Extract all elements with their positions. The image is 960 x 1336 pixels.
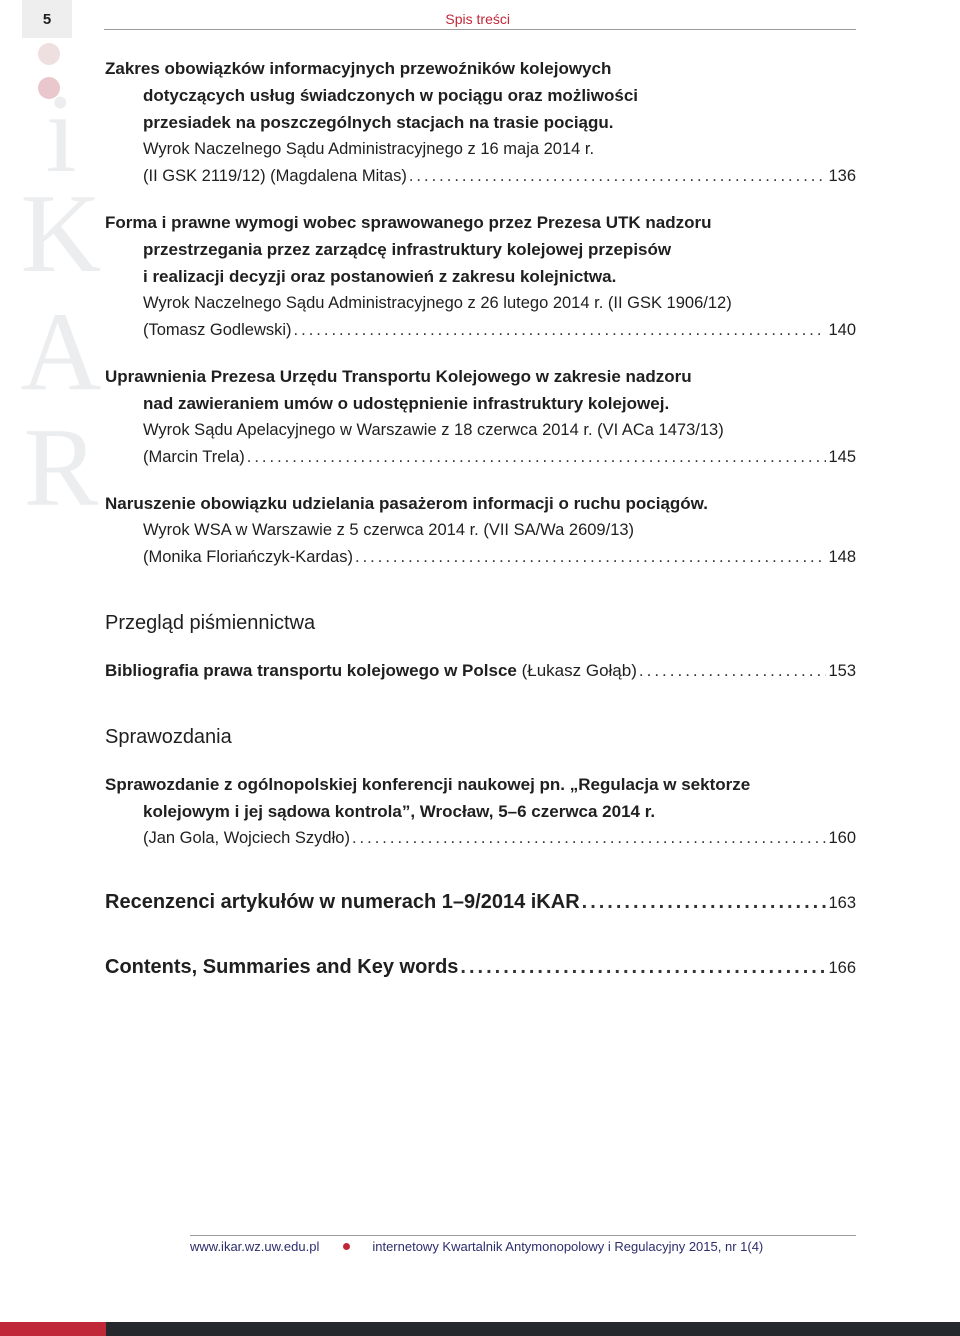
entry-title-line: nad zawieraniem umów o udostępnienie infrastruktury kolejowej. — [143, 394, 670, 413]
entry-page-number[interactable]: 160 — [828, 829, 856, 847]
section-heading-reports: Sprawozdania — [105, 726, 232, 748]
entry-ruling: Wyrok WSA w Warszawie z 5 czerwca 2014 r. (VII SA/Wa 2609/13) — [143, 521, 635, 539]
entry-author-line — [105, 825, 856, 852]
table-of-contents — [105, 55, 856, 982]
toc-entry-bibliography[interactable] — [105, 657, 856, 685]
dot-leader — [352, 825, 827, 852]
entry-title-line: przestrzegania przez zarządcę infrastruktury kolejowej przepisów — [143, 240, 672, 259]
entry-ruling: Wyrok Naczelnego Sądu Administracyjnego z 16 maja 2014 r. — [143, 140, 595, 158]
entry-page-number[interactable]: 166 — [828, 959, 856, 977]
entry-author: (Marcin Trela) — [143, 448, 245, 466]
entry-title-line: przesiadek na poszczególnych stacjach na trasie pociągu. — [143, 113, 614, 132]
entry-page-number[interactable]: 136 — [828, 167, 856, 185]
entry-author: (II GSK 2119/12) (Magdalena Mitas) — [143, 167, 407, 185]
bibliography-title-wrap — [105, 657, 637, 684]
logo-letter-k: K — [20, 172, 102, 296]
entry-author-line — [105, 444, 856, 471]
entry-title-line: Uprawnienia Prezesa Urzędu Transportu Kolejowego w zakresie nadzoru — [105, 367, 692, 386]
entry-author: (Tomasz Godlewski) — [143, 321, 292, 339]
entry-author-line — [105, 544, 856, 571]
entry-title-line: Forma i prawne wymogi wobec sprawowanego przez Prezesa UTK nadzoru — [105, 213, 712, 232]
page-number: 5 — [22, 0, 72, 38]
entry-author-line — [105, 317, 856, 344]
entry-title-line: Naruszenie obowiązku udzielania pasażerom informacji o ruchu pociągów. — [105, 494, 708, 513]
footer-rule — [190, 1235, 856, 1236]
bibliography-title: Bibliografia prawa transportu kolejowego w Polsce — [105, 661, 517, 680]
dot-leader — [639, 657, 827, 684]
dot-leader — [294, 317, 827, 344]
entry-ruling: Wyrok Sądu Apelacyjnego w Warszawie z 18 czerwca 2014 r. (VI ACa 1473/13) — [143, 421, 724, 439]
dot-leader — [409, 163, 827, 190]
footer-separator-dot — [343, 1243, 350, 1250]
toc-entry-report[interactable] — [105, 771, 856, 852]
toc-entry[interactable] — [105, 209, 856, 344]
header-rule — [104, 29, 856, 30]
footer — [190, 1239, 763, 1254]
entry-author: (Jan Gola, Wojciech Szydło) — [143, 829, 350, 847]
entry-title-line: Zakres obowiązków informacyjnych przewoźników kolejowych — [105, 59, 612, 78]
bibliography-author: (Łukasz Gołąb) — [516, 661, 637, 680]
entry-title-line: Sprawozdanie z ogólnopolskiej konferencji naukowej pn. „Regulacja w sektorze — [105, 775, 751, 794]
toc-entry-contents[interactable] — [105, 953, 856, 982]
entry-author: (Monika Floriańczyk-Kardas) — [143, 548, 353, 566]
toc-entry-reviewers[interactable] — [105, 888, 856, 917]
toc-entry[interactable] — [105, 490, 856, 571]
bottom-bar-dark — [106, 1322, 960, 1336]
section-heading-literature: Przegląd piśmiennictwa — [105, 612, 316, 634]
toc-entry[interactable] — [105, 363, 856, 471]
footer-journal: internetowy Kwartalnik Antymonopolowy i Regulacyjny 2015, nr 1(4) — [372, 1239, 764, 1254]
bottom-bar-accent — [0, 1322, 106, 1336]
logo-dot-light — [38, 43, 60, 65]
header-section-title: Spis treści — [445, 11, 510, 27]
entry-title-line: i realizacji decyzji oraz postanowień z zakresu kolejnictwa. — [143, 267, 617, 286]
toc-entry[interactable] — [105, 55, 856, 190]
entry-ruling: Wyrok Naczelnego Sądu Administracyjnego z 26 lutego 2014 r. (II GSK 1906/12) — [143, 294, 732, 312]
entry-title-line: kolejowym i jej sądowa kontrola”, Wrocław, 5–6 czerwca 2014 r. — [143, 802, 656, 821]
logo-letter-i: i — [45, 72, 77, 196]
contents-title: Contents, Summaries and Key words — [105, 956, 459, 978]
entry-page-number[interactable]: 140 — [828, 321, 856, 339]
entry-title-line: dotyczących usług świadczonych w pociągu oraz możliwości — [143, 86, 639, 105]
footer-url[interactable]: www.ikar.wz.uw.edu.pl — [190, 1239, 320, 1254]
dot-leader — [247, 444, 827, 471]
logo-letter-r: R — [23, 406, 99, 530]
dot-leader — [582, 888, 827, 916]
entry-page-number[interactable]: 148 — [828, 548, 856, 566]
logo-letter-a: A — [20, 290, 102, 414]
dot-leader — [355, 544, 826, 571]
dot-leader — [460, 953, 826, 981]
entry-page-number[interactable]: 153 — [828, 662, 856, 680]
reviewers-title: Recenzenci artykułów w numerach 1–9/2014 iKAR — [105, 891, 580, 913]
entry-page-number[interactable]: 145 — [828, 448, 856, 466]
entry-author-line — [105, 163, 856, 190]
entry-page-number[interactable]: 163 — [828, 894, 856, 912]
